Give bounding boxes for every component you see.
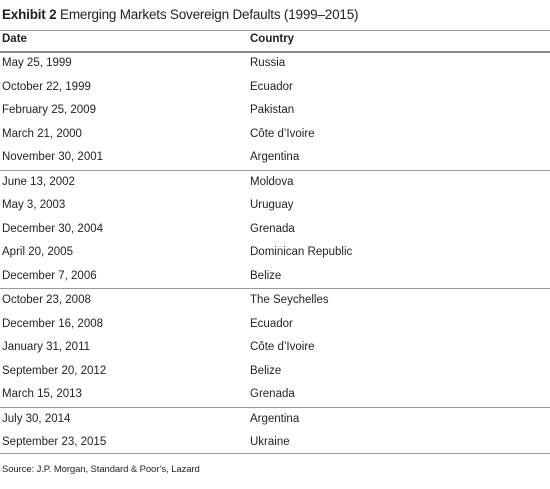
row-date: December 16, 2008 bbox=[2, 317, 104, 330]
row-country: Grenada bbox=[250, 388, 295, 400]
exhibit-title-text: Emerging Markets Sovereign Defaults (1999–2015) bbox=[60, 7, 359, 22]
row-date: July 30, 2014 bbox=[2, 412, 71, 425]
row-country: Uruguay bbox=[250, 199, 294, 211]
row-date: March 15, 2013 bbox=[2, 388, 82, 400]
row-date: September 20, 2012 bbox=[2, 364, 107, 377]
table-row bbox=[0, 241, 550, 265]
table-row bbox=[0, 265, 550, 289]
table-row bbox=[0, 76, 550, 100]
table-row bbox=[0, 146, 550, 170]
row-country: Belize bbox=[250, 269, 282, 282]
row-date: May 3, 2003 bbox=[2, 199, 66, 211]
row-country: Côte d’Ivoire bbox=[250, 127, 315, 140]
table-row bbox=[0, 289, 550, 313]
row-country: Russia bbox=[250, 57, 286, 69]
table-header bbox=[0, 33, 550, 53]
row-date: December 30, 2004 bbox=[2, 222, 104, 235]
row-date: March 21, 2000 bbox=[2, 127, 82, 140]
row-date: June 13, 2002 bbox=[2, 175, 75, 188]
row-date: May 25, 1999 bbox=[2, 57, 72, 69]
row-country: Ecuador bbox=[250, 317, 293, 330]
row-date: November 30, 2001 bbox=[2, 151, 104, 163]
row-date: February 25, 2009 bbox=[2, 104, 96, 116]
exhibit-title bbox=[2, 7, 358, 22]
exhibit-label: Exhibit 2 bbox=[2, 7, 57, 22]
table-row bbox=[0, 408, 550, 432]
row-date: October 22, 1999 bbox=[2, 80, 91, 93]
table-row bbox=[0, 218, 550, 242]
bottom-rule bbox=[0, 453, 550, 454]
row-country: The Seychelles bbox=[250, 294, 329, 306]
row-country: Grenada bbox=[250, 222, 295, 235]
table-row bbox=[0, 313, 550, 337]
row-country: Moldova bbox=[250, 175, 294, 188]
row-date: December 7, 2006 bbox=[2, 269, 97, 282]
table-row bbox=[0, 99, 550, 123]
top-rule bbox=[0, 30, 550, 31]
row-country: Argentina bbox=[250, 151, 300, 163]
row-date: April 20, 2005 bbox=[2, 246, 73, 258]
row-country: Argentina bbox=[250, 412, 300, 425]
header-country: Country bbox=[250, 33, 295, 45]
table-row bbox=[0, 52, 550, 76]
source-note: Source: J.P. Morgan, Standard & Poor’s, Lazard bbox=[2, 464, 200, 475]
row-country: Pakistan bbox=[250, 104, 295, 116]
table-row bbox=[0, 194, 550, 218]
row-country: Côte d’Ivoire bbox=[250, 341, 315, 353]
table-row bbox=[0, 431, 550, 455]
row-country: Ecuador bbox=[250, 80, 293, 93]
row-date: September 23, 2015 bbox=[2, 436, 107, 448]
table-row bbox=[0, 360, 550, 384]
row-date: October 23, 2008 bbox=[2, 294, 91, 306]
row-date: January 31, 2011 bbox=[2, 341, 91, 353]
table-row bbox=[0, 171, 550, 195]
table-row bbox=[0, 383, 550, 407]
table-body bbox=[0, 52, 550, 455]
row-country: Ukraine bbox=[250, 436, 290, 448]
header-date: Date bbox=[2, 33, 27, 45]
row-country: Dominican Republic bbox=[250, 246, 353, 258]
table-row bbox=[0, 336, 550, 360]
row-country: Belize bbox=[250, 364, 282, 377]
table-row bbox=[0, 123, 550, 147]
